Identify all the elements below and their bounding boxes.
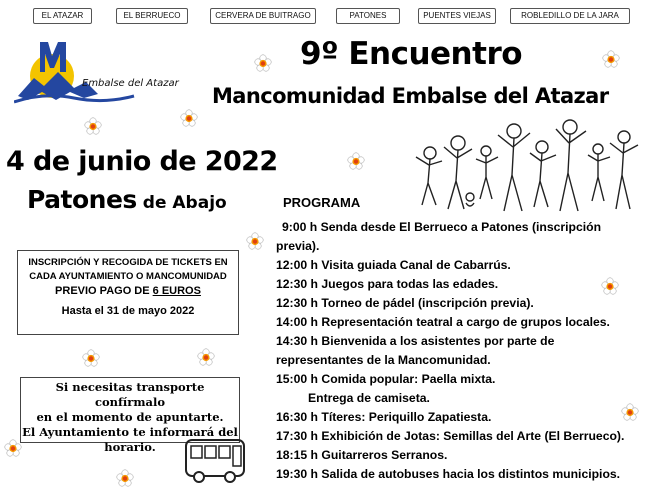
town-tab: PUENTES VIEJAS — [418, 8, 496, 24]
program-row: previa). — [276, 239, 320, 253]
town-tab: CERVERA DE BUITRAGO — [210, 8, 316, 24]
program-row: 15:00 h Comida popular: Paella mixta. — [276, 372, 496, 386]
place-main: Patones — [27, 185, 137, 214]
program-row: 19:30 h Salida de autobuses hacia los distintos municipios. — [276, 467, 621, 481]
program-row: 12:30 h Juegos para todas las edades. — [276, 277, 499, 291]
place-sub: de Abajo — [142, 193, 227, 213]
town-tab: ROBLEDILLO DE LA JARA — [510, 8, 630, 24]
flower-icon — [197, 348, 215, 366]
transport-line2: en el momento de apuntarte. — [36, 410, 224, 424]
program-row: 17:30 h Exhibición de Jotas: Semillas del Arte (El Berrueco). — [276, 429, 625, 443]
flower-icon — [4, 439, 22, 457]
flower-icon — [602, 50, 620, 68]
program-row: 14:30 h Bienvenida a los asistentes por parte de — [276, 334, 555, 348]
tickets-deadline: Hasta el 31 de mayo 2022 — [61, 305, 195, 317]
program-row: representantes de la Mancomunidad. — [276, 353, 491, 367]
program-row: 14:00 h Representación teatral a cargo de grupos locales. — [276, 315, 610, 329]
flower-icon — [116, 469, 134, 487]
event-place — [27, 185, 227, 214]
transport-line1: Si necesitas transporte confírmalo — [55, 380, 205, 409]
event-subtitle: Mancomunidad Embalse del Atazar — [212, 84, 609, 108]
town-tab: EL ATAZAR — [33, 8, 92, 24]
tickets-line1: INSCRIPCIÓN Y RECOGIDA DE TICKETS EN — [28, 257, 228, 268]
transport-line3: El Ayuntamiento te informará del — [22, 425, 238, 439]
program-list — [276, 218, 648, 484]
logo-text: Embalse del Atazar — [82, 78, 179, 89]
tickets-price-prefix: PREVIO PAGO DE — [55, 285, 153, 297]
mancomunidad-logo — [14, 38, 184, 106]
tickets-box — [17, 250, 239, 335]
event-title: 9º Encuentro — [300, 36, 523, 72]
program-title: PROGRAMA — [283, 195, 361, 210]
flower-icon — [621, 403, 639, 421]
flower-icon — [347, 152, 365, 170]
flower-icon — [254, 54, 272, 72]
town-tab: PATONES — [336, 8, 400, 24]
people-illustration — [410, 113, 642, 216]
program-row: 16:30 h Títeres: Periquillo Zapatiesta. — [276, 410, 492, 424]
program-row: 12:30 h Torneo de pádel (inscripción previa). — [276, 296, 534, 310]
program-row: 9:00 h Senda desde El Berrueco a Patones (inscripción — [282, 220, 602, 234]
flower-icon — [82, 349, 100, 367]
program-row: 12:00 h Visita guiada Canal de Cabarrús. — [276, 258, 511, 272]
transport-line4: horario. — [104, 440, 156, 454]
flower-icon — [601, 277, 619, 295]
tickets-price-amount: 6 EUROS — [152, 285, 201, 297]
towns-bar — [0, 8, 650, 24]
event-date: 4 de junio de 2022 — [6, 146, 278, 177]
bus-icon — [182, 430, 248, 488]
tickets-price — [18, 284, 238, 298]
flower-icon — [84, 117, 102, 135]
flower-icon — [246, 232, 264, 250]
flower-icon — [180, 109, 198, 127]
program-row: Entrega de camiseta. — [308, 391, 430, 405]
tickets-line2: CADA AYUNTAMIENTO O MANCOMUNIDAD — [29, 271, 227, 282]
program-row: 18:15 h Guitarreros Serranos. — [276, 448, 448, 462]
town-tab: EL BERRUECO — [116, 8, 188, 24]
